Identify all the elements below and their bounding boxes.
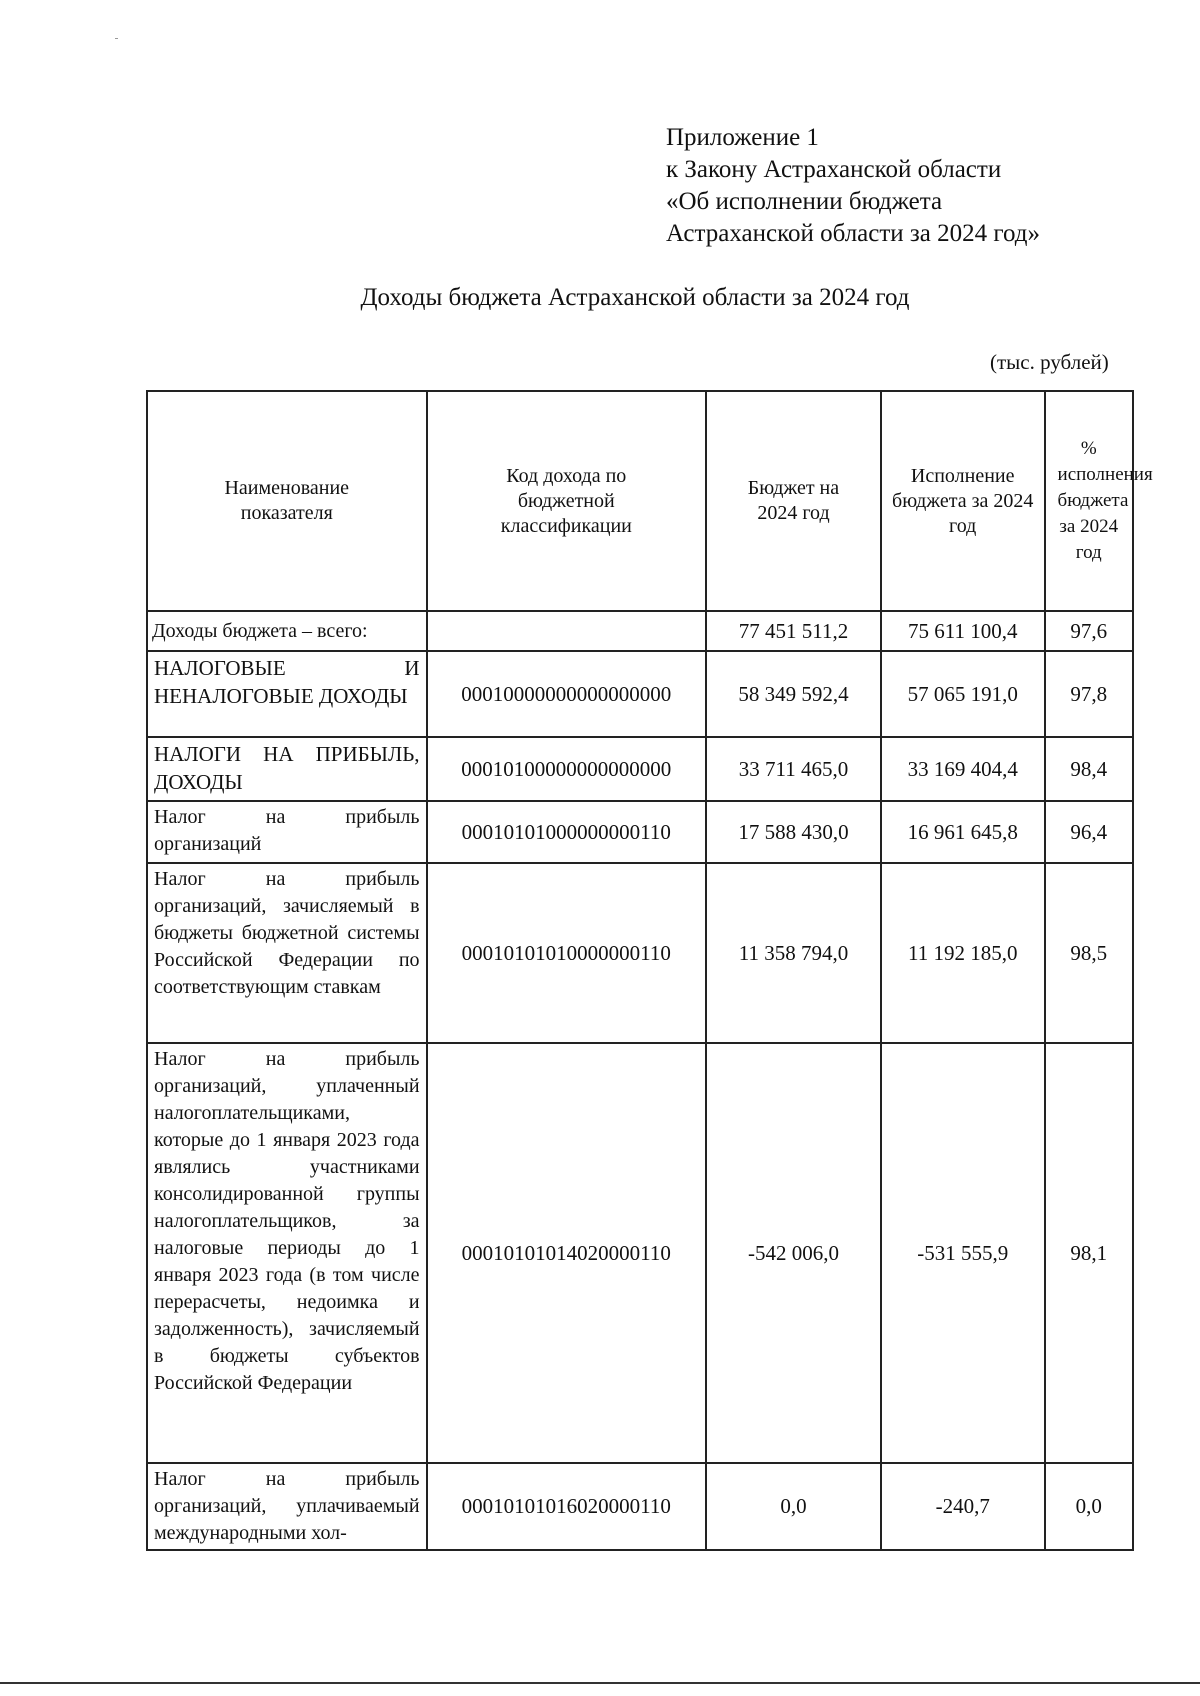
row-name: Налог на прибыль организаций, уплаченный налогоплательщиками, которые до 1 января 2023 года являлись участниками консолидированной группы налогоплательщиков, за налоговые периоды до 1 января 2023 года (в том числе перерасчеты, недоимка и задолженность), зачисляемый в бюджеты субъектов Российской Федерации xyxy=(147,1043,427,1463)
row-percent: 98,5 xyxy=(1045,863,1133,1043)
row-name: Налог на прибыль организаций, уплачиваемый международными хол- xyxy=(147,1463,427,1550)
header-percent: % исполнения бюджета за 2024 год xyxy=(1045,391,1133,611)
header-code: Код дохода по бюджетной классификации xyxy=(427,391,707,611)
row-code: 00010000000000000000 xyxy=(427,651,707,737)
appendix-line-2: к Закону Астраханской области xyxy=(666,156,1002,183)
appendix-note xyxy=(666,122,1040,250)
table-row xyxy=(147,801,1133,863)
row-budget: 11 358 794,0 xyxy=(706,863,881,1043)
row-execution: 57 065 191,0 xyxy=(881,651,1045,737)
appendix-line-3: «Об исполнении бюджета xyxy=(666,188,943,215)
row-execution: -531 555,9 xyxy=(881,1043,1045,1463)
row-percent: 96,4 xyxy=(1045,801,1133,863)
document-title: Доходы бюджета Астраханской области за 2024 год xyxy=(360,284,910,311)
row-name: Доходы бюджета – всего: xyxy=(147,611,427,651)
header-execution: Исполнение бюджета за 2024 год xyxy=(881,391,1045,611)
page-bottom-rule xyxy=(0,1682,1200,1684)
row-percent: 98,1 xyxy=(1045,1043,1133,1463)
table-row xyxy=(147,863,1133,1043)
row-budget: 77 451 511,2 xyxy=(706,611,881,651)
scan-speck xyxy=(115,38,118,39)
table-row xyxy=(147,611,1133,651)
row-budget: -542 006,0 xyxy=(706,1043,881,1463)
appendix-line-1: Приложение 1 xyxy=(666,124,819,151)
row-code: 00010101014020000110 xyxy=(427,1043,707,1463)
table-row xyxy=(147,651,1133,737)
table-row xyxy=(147,1043,1133,1463)
header-name: Наименование показателя xyxy=(147,391,427,611)
row-name: НАЛОГИ НА ПРИБЫЛЬ, ДОХОДЫ xyxy=(147,737,427,801)
row-budget: 58 349 592,4 xyxy=(706,651,881,737)
row-budget: 17 588 430,0 xyxy=(706,801,881,863)
row-code: 00010101010000000110 xyxy=(427,863,707,1043)
row-execution: 33 169 404,4 xyxy=(881,737,1045,801)
header-budget: Бюджет на 2024 год xyxy=(706,391,881,611)
row-name: НАЛОГОВЫЕ И НЕНАЛОГОВЫЕ ДОХОДЫ xyxy=(147,651,427,737)
row-code xyxy=(427,611,707,651)
unit-label: (тыс. рублей) xyxy=(990,350,1109,374)
row-percent: 98,4 xyxy=(1045,737,1133,801)
row-percent: 97,8 xyxy=(1045,651,1133,737)
row-percent: 0,0 xyxy=(1045,1463,1133,1550)
revenue-table xyxy=(146,390,1153,1551)
table-header-row xyxy=(147,391,1133,611)
appendix-line-4: Астраханской области за 2024 год» xyxy=(666,220,1041,247)
table-row xyxy=(147,1463,1133,1550)
row-execution: 11 192 185,0 xyxy=(881,863,1045,1043)
row-budget: 33 711 465,0 xyxy=(706,737,881,801)
row-percent: 97,6 xyxy=(1045,611,1133,651)
row-budget: 0,0 xyxy=(706,1463,881,1550)
table-row xyxy=(147,737,1133,801)
row-execution: -240,7 xyxy=(881,1463,1045,1550)
row-execution: 16 961 645,8 xyxy=(881,801,1045,863)
row-name: Налог на прибыль организаций, зачисляемый в бюджеты бюджетной системы Российской Федерации по соответствующим ставкам xyxy=(147,863,427,1043)
row-code: 00010101016020000110 xyxy=(427,1463,707,1550)
row-name: Налог на прибыль организаций xyxy=(147,801,427,863)
row-execution: 75 611 100,4 xyxy=(881,611,1045,651)
row-code: 00010100000000000000 xyxy=(427,737,707,801)
row-code: 00010101000000000110 xyxy=(427,801,707,863)
